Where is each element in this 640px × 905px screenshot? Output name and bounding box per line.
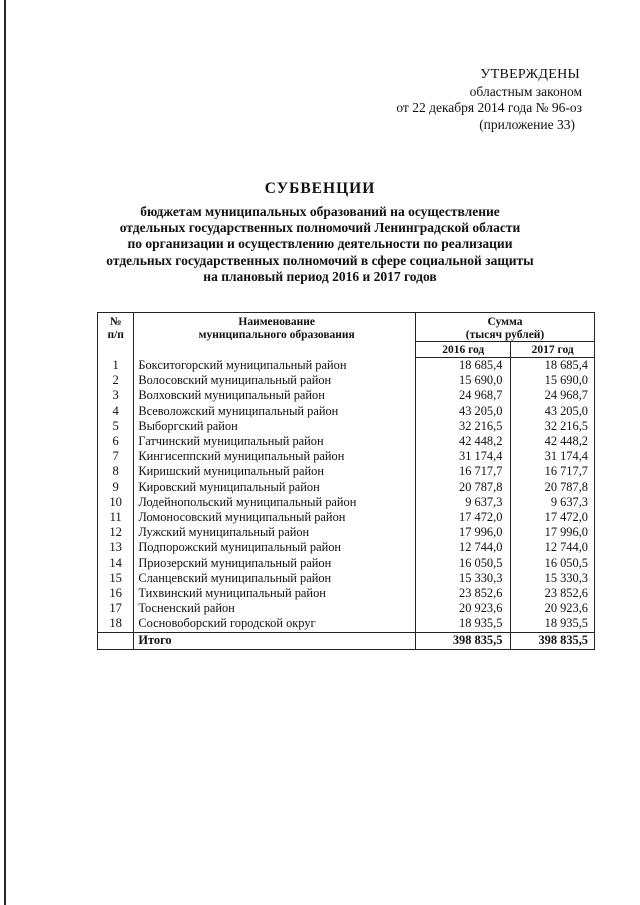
table-header-row <box>98 313 595 342</box>
header-number-line2: п/п <box>107 328 124 341</box>
row-value-2016: 42 448,2 <box>416 434 511 449</box>
row-municipality: Всеволожский муниципальный район <box>134 404 416 419</box>
row-municipality: Киришский муниципальный район <box>134 464 416 479</box>
approval-line-law: областным законом <box>469 83 582 99</box>
row-number: 12 <box>98 525 134 540</box>
header-municipality-line2: муниципального образования <box>198 328 355 341</box>
table-row <box>98 434 595 449</box>
header-municipality <box>134 313 416 358</box>
row-municipality: Тихвинский муниципальный район <box>134 586 416 601</box>
row-number: 8 <box>98 464 134 479</box>
row-number: 14 <box>98 556 134 571</box>
table-row <box>98 358 595 374</box>
row-value-2016: 12 744,0 <box>416 540 511 555</box>
header-year-2016: 2016 год <box>416 342 511 358</box>
row-municipality: Выборгский район <box>134 419 416 434</box>
row-value-2017: 24 968,7 <box>511 388 595 403</box>
row-value-2017: 15 690,0 <box>511 373 595 388</box>
approval-line-appendix: (приложение 33) <box>479 116 575 132</box>
row-municipality: Гатчинский муниципальный район <box>134 434 416 449</box>
row-value-2016: 17 472,0 <box>416 510 511 525</box>
row-value-2017: 20 787,8 <box>511 480 595 495</box>
row-number: 17 <box>98 601 134 616</box>
row-municipality: Лужский муниципальный район <box>134 525 416 540</box>
table-total-row <box>98 632 595 649</box>
row-municipality: Приозерский муниципальный район <box>134 556 416 571</box>
total-label: Итого <box>134 632 416 649</box>
row-number: 11 <box>98 510 134 525</box>
row-value-2017: 20 923,6 <box>511 601 595 616</box>
row-value-2016: 23 852,6 <box>416 586 511 601</box>
row-value-2016: 20 787,8 <box>416 480 511 495</box>
document-title <box>70 180 570 285</box>
row-number: 4 <box>98 404 134 419</box>
title-line-5: на плановый период 2016 и 2017 годов <box>203 268 437 284</box>
row-number: 15 <box>98 571 134 586</box>
row-number: 10 <box>98 495 134 510</box>
row-value-2016: 15 690,0 <box>416 373 511 388</box>
row-value-2016: 15 330,3 <box>416 571 511 586</box>
row-value-2016: 16 050,5 <box>416 556 511 571</box>
row-value-2016: 43 205,0 <box>416 404 511 419</box>
table-row <box>98 510 595 525</box>
row-municipality: Кировский муниципальный район <box>134 480 416 495</box>
row-municipality: Сланцевский муниципальный район <box>134 571 416 586</box>
row-value-2016: 16 717,7 <box>416 464 511 479</box>
row-municipality: Волховский муниципальный район <box>134 388 416 403</box>
row-value-2017: 18 685,4 <box>511 358 595 374</box>
title-line-1: бюджетам муниципальных образований на осуществление <box>140 204 500 219</box>
row-value-2017: 17 472,0 <box>511 510 595 525</box>
row-value-2017: 15 330,3 <box>511 571 595 586</box>
row-municipality: Бокситогорский муниципальный район <box>134 358 416 374</box>
row-value-2017: 43 205,0 <box>511 404 595 419</box>
title-line-2: отдельных государственных полномочий Ленинградской области <box>119 220 521 236</box>
row-value-2017: 12 744,0 <box>511 540 595 555</box>
row-number: 2 <box>98 373 134 388</box>
row-value-2016: 20 923,6 <box>416 601 511 616</box>
row-value-2017: 16 717,7 <box>511 464 595 479</box>
row-number: 16 <box>98 586 134 601</box>
approval-line-date: от 22 декабря 2014 года № 96-оз <box>396 100 582 115</box>
total-value-2016: 398 835,5 <box>416 632 511 649</box>
row-value-2017: 17 996,0 <box>511 525 595 540</box>
header-number <box>98 313 134 358</box>
row-value-2017: 9 637,3 <box>511 495 595 510</box>
table-row <box>98 556 595 571</box>
approval-stamp-block <box>342 67 582 133</box>
row-number: 18 <box>98 616 134 632</box>
row-value-2016: 18 935,5 <box>416 616 511 632</box>
title-line-3: по организации и осуществлению деятельности по реализации <box>127 236 513 252</box>
title-line-4: отдельных государственных полномочий в сфере социальной защиты <box>106 252 534 268</box>
total-number-cell <box>98 632 134 649</box>
row-value-2016: 32 216,5 <box>416 419 511 434</box>
row-municipality: Сосновоборский городской округ <box>134 616 416 632</box>
row-value-2017: 16 050,5 <box>511 556 595 571</box>
scan-edge-line <box>4 0 6 905</box>
table-row <box>98 495 595 510</box>
subventions-table <box>97 312 595 650</box>
header-number-line1: № <box>109 316 122 328</box>
row-number: 3 <box>98 388 134 403</box>
header-sum <box>416 313 595 342</box>
table-row <box>98 540 595 555</box>
row-number: 9 <box>98 480 134 495</box>
row-value-2017: 42 448,2 <box>511 434 595 449</box>
table-row <box>98 525 595 540</box>
row-municipality: Тосненский район <box>134 601 416 616</box>
table-row <box>98 404 595 419</box>
row-municipality: Ломоносовский муниципальный район <box>134 510 416 525</box>
header-year-2017: 2017 год <box>511 342 595 358</box>
row-value-2016: 17 996,0 <box>416 525 511 540</box>
table-row <box>98 449 595 464</box>
table-row <box>98 616 595 632</box>
row-value-2017: 23 852,6 <box>511 586 595 601</box>
table-row <box>98 464 595 479</box>
row-value-2016: 24 968,7 <box>416 388 511 403</box>
table-row <box>98 373 595 388</box>
approval-line-approved: УТВЕРЖДЕНЫ <box>480 67 580 82</box>
table-row <box>98 388 595 403</box>
row-value-2017: 32 216,5 <box>511 419 595 434</box>
header-sum-line1: Сумма <box>487 316 523 328</box>
table-row <box>98 480 595 495</box>
row-number: 13 <box>98 540 134 555</box>
row-value-2017: 18 935,5 <box>511 616 595 632</box>
row-value-2016: 31 174,4 <box>416 449 511 464</box>
table-row <box>98 601 595 616</box>
row-number: 6 <box>98 434 134 449</box>
table-body <box>98 358 595 650</box>
table-row <box>98 586 595 601</box>
header-municipality-line1: Наименование <box>238 316 316 328</box>
row-value-2016: 9 637,3 <box>416 495 511 510</box>
row-municipality: Подпорожский муниципальный район <box>134 540 416 555</box>
row-value-2017: 31 174,4 <box>511 449 595 464</box>
row-number: 7 <box>98 449 134 464</box>
table-row <box>98 571 595 586</box>
row-number: 1 <box>98 358 134 374</box>
row-municipality: Кингисеппский муниципальный район <box>134 449 416 464</box>
row-municipality: Лодейнопольский муниципальный район <box>134 495 416 510</box>
title-heading: СУБВЕНЦИИ <box>264 180 376 197</box>
row-value-2016: 18 685,4 <box>416 358 511 374</box>
row-number: 5 <box>98 419 134 434</box>
row-municipality: Волосовский муниципальный район <box>134 373 416 388</box>
total-value-2017: 398 835,5 <box>511 632 595 649</box>
header-sum-line2: (тысяч рублей) <box>465 328 545 341</box>
table-row <box>98 419 595 434</box>
